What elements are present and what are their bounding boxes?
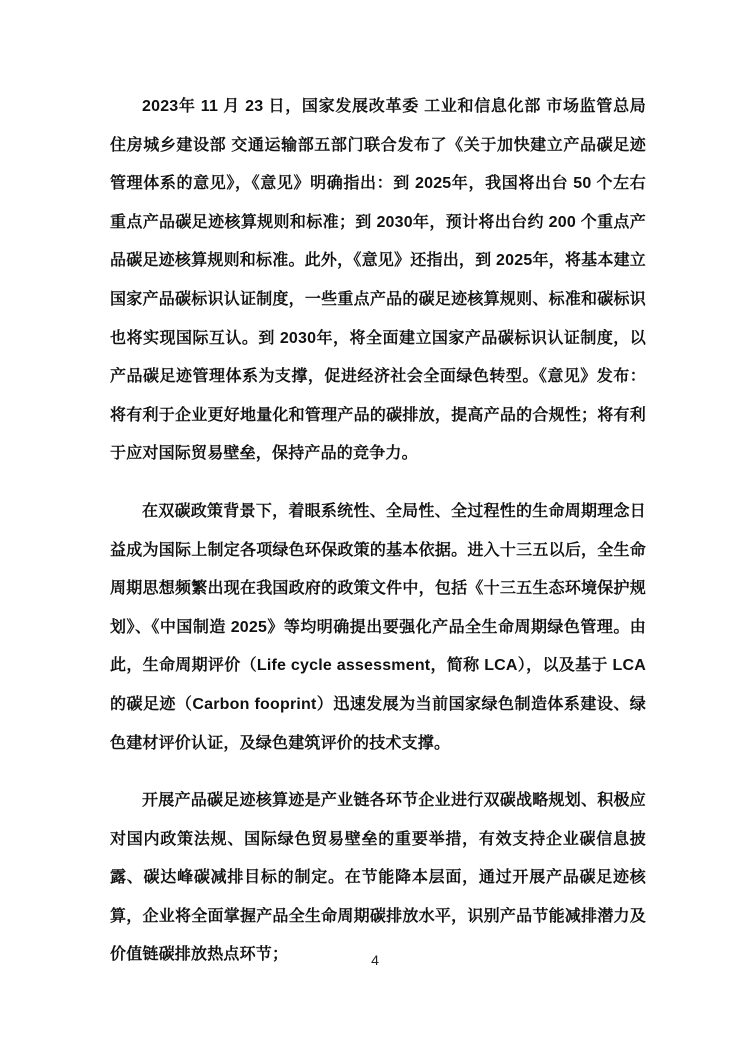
paragraph-lca-background: 在双碳政策背景下，着眼系统性、全局性、全过程性的生命周期理念日益成为国际上制定各项绿色环保政策的基本依据。进入十三五以后，全生命周期思想频繁出现在我国政府的政策文件中，包括《十三五生态环境保护规划》、《中国制造 2025》等均明确提出要强化产品全生命周期绿色管理。由此，生命周期评价（Life cycle assessment，简称 LCA），以及基于 LCA 的碳足迹（Carbon fooprint）迅速发展为当前国家绿色制造体系建设、绿色建材评价认证，及绿色建筑评价的技术支撑。	[110, 502, 646, 752]
paragraph-policy-announcement: 2023年 11 月 23 日，国家发展改革委 工业和信息化部 市场监管总局 住房城乡建设部 交通运输部五部门联合发布了《关于加快建立产品碳足迹管理体系的意见》，《意见》明确指出：到 2025年，我国将出台 50 个左右重点产品碳足迹核算规则和标准；到 2030年，预计将出台约 200 个重点产品碳足迹核算规则和标准。此外，《意见》还指出，到 2025年，将基本建立国家产品碳标识认证制度，一些重点产品的碳足迹核算规则、标准和碳标识也将实现国际互认。到 2030年，将全面建立国家产品碳标识认证制度，以产品碳足迹管理体系为支撑，促进经济社会全面绿色转型。《意见》发布：将有利于企业更好地量化和管理产品的碳排放，提高产品的合规性；将有利于应对国际贸易壁垒，保持产品的竞争力。	[110, 98, 646, 463]
page-number: 4	[371, 952, 379, 968]
paragraph-carbon-accounting: 开展产品碳足迹核算迹是产业链各环节企业进行双碳战略规划、积极应对国内政策法规、国际绿色贸易壁垒的重要举措，有效支持企业碳信息披露、碳达峰碳减排目标的制定。在节能降本层面，通过开展产品碳足迹核算，企业将全面掌握产品全生命周期碳排放水平，识别产品节能减排潜力及价值链碳排放热点环节；	[110, 792, 646, 964]
document-body	[110, 88, 646, 994]
